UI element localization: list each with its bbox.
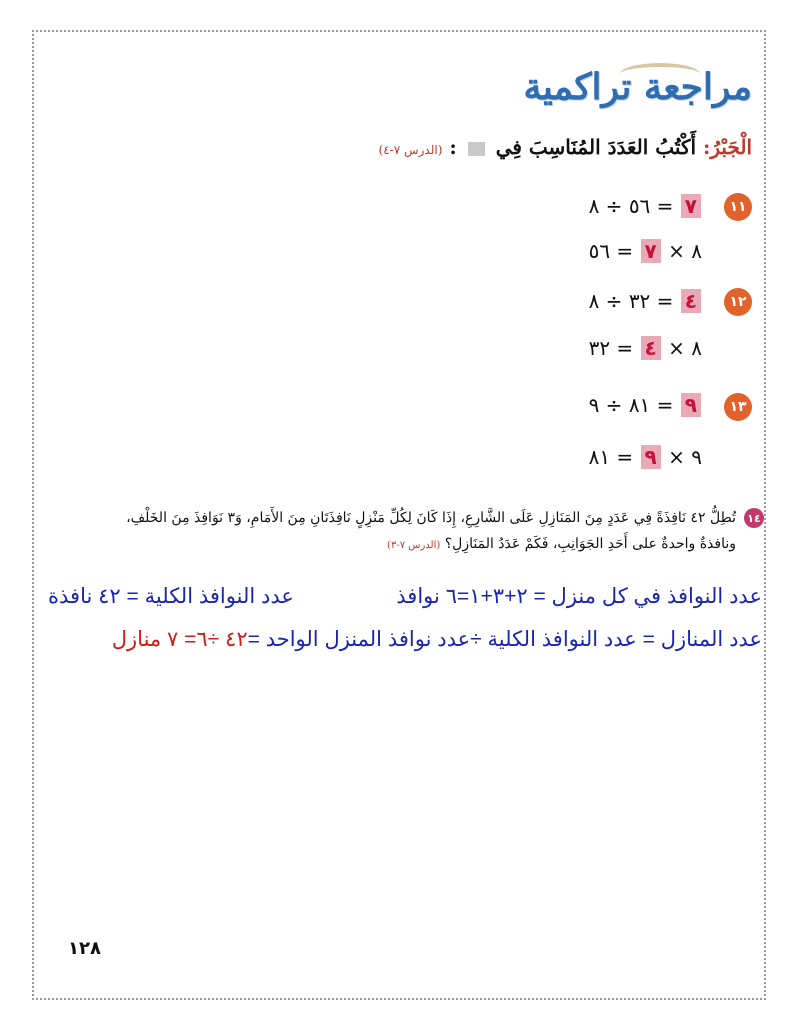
heading-colon: : <box>449 135 457 159</box>
q11-line1-expression: ٥٦ ÷ ٨ = <box>588 194 674 218</box>
answer-houses-result: ٤٢ ÷٦= ٧ منازل <box>111 628 248 651</box>
q12-line2-expression: ٨ × <box>668 336 702 360</box>
q14-body: تُطِلُّ ٤٢ نَافِذَةً فِي عَدَدٍ مِنَ المَنَازِلِ عَلَى الشَّارِعِ، إِذَا كَانَ لِكُلِّ مَنْزِلٍ نَافِذَتَانِ مِنَ الأَمَامِ، وَ٣ نَوَافِذَ مِنَ الخَلْفِ، ونافذةٌ واحدةٌ على أَحَدِ الجَوَانِبِ، فَكَمْ عَدَدُ المَنَازِلِ؟ <box>126 510 736 552</box>
answer-houses-formula: عدد المنازل = عدد النوافذ الكلية ÷عدد نوافذ المنزل الواحد = <box>247 628 762 651</box>
q13-line1 <box>589 393 702 417</box>
question-14-badge: ١٤ <box>744 508 764 528</box>
q13-line1-answer: ٩ <box>681 393 701 417</box>
blank-box-icon <box>468 142 485 156</box>
heading-label: الْجَبْرُ: <box>702 135 752 159</box>
question-13-badge: ١٣ <box>724 393 752 421</box>
q13-line2-result: = ٨١ <box>588 445 634 469</box>
question-12-badge: ١٢ <box>724 288 752 316</box>
question-14-text <box>124 505 764 559</box>
heading-text: أَكْتُبُ العَدَدَ المُنَاسِبَ فِي <box>495 135 697 159</box>
q12-line2 <box>589 336 702 360</box>
q12-line1-answer: ٤ <box>681 289 701 313</box>
q12-line2-result: = ٣٢ <box>588 336 634 360</box>
q12-line1-expression: ٣٢ ÷ ٨ = <box>588 289 674 313</box>
question-11-badge: ١١ <box>724 193 752 221</box>
exercise-heading <box>379 135 752 159</box>
q11-line2-result: = ٥٦ <box>588 239 634 263</box>
q11-line1-answer: ٧ <box>681 194 701 218</box>
heading-lesson-ref: (الدرس ٧-٤) <box>378 143 443 157</box>
q11-line2-expression: ٨ × <box>668 239 702 263</box>
q12-line1 <box>589 289 702 313</box>
q12-line2-answer: ٤ <box>641 336 661 360</box>
q13-line2 <box>589 445 702 469</box>
answer-line-2 <box>112 627 762 652</box>
q11-line2-answer: ٧ <box>641 239 661 263</box>
answer-total-windows: عدد النوافذ الكلية = ٤٢ نافذة <box>48 585 294 608</box>
q14-lesson-ref: (الدرس ٧-٣) <box>387 540 441 551</box>
q13-line2-expression: ٩ × <box>668 445 702 469</box>
q11-line2 <box>589 239 702 263</box>
q11-line1 <box>589 194 702 218</box>
page-number: ١٢٨ <box>68 938 101 959</box>
answer-windows-per-house: عدد النوافذ في كل منزل = ٢+٣+١=٦ نوافذ <box>396 585 762 608</box>
q13-line1-expression: ٨١ ÷ ٩ = <box>588 393 674 417</box>
section-title: مراجعة تراكمية <box>523 66 752 108</box>
q13-line2-answer: ٩ <box>641 445 661 469</box>
